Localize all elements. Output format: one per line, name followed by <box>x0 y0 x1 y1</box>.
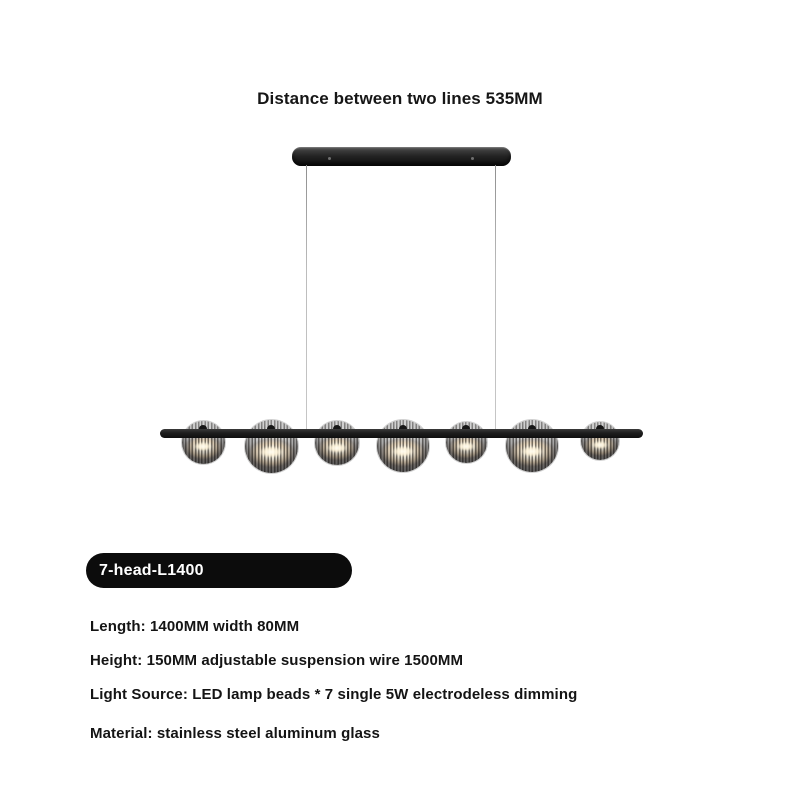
spec-height: Height: 150MM adjustable suspension wire 1500MM <box>90 652 464 669</box>
model-badge <box>86 553 352 588</box>
suspension-wire-right <box>495 165 496 430</box>
screw-dot <box>471 157 474 160</box>
led-glow <box>392 446 415 457</box>
led-glow <box>457 442 475 451</box>
lamp-rod <box>160 429 643 438</box>
spec-length: Length: 1400MM width 80MM <box>90 618 300 635</box>
ceiling-mount-bar <box>292 147 511 166</box>
led-glow <box>259 446 282 458</box>
spec-light-source: Light Source: LED lamp beads * 7 single 5W electrodeless dimming <box>90 686 578 703</box>
led-glow <box>592 441 609 449</box>
distance-annotation: Distance between two lines 535MM <box>257 89 543 108</box>
screw-dot <box>328 157 331 160</box>
suspension-wire-left <box>306 165 307 430</box>
led-glow <box>521 446 544 457</box>
led-glow <box>194 442 213 451</box>
spec-material: Material: stainless steel aluminum glass <box>90 725 380 742</box>
model-badge-label: 7-head-L1400 <box>99 561 204 579</box>
led-glow <box>327 443 346 453</box>
